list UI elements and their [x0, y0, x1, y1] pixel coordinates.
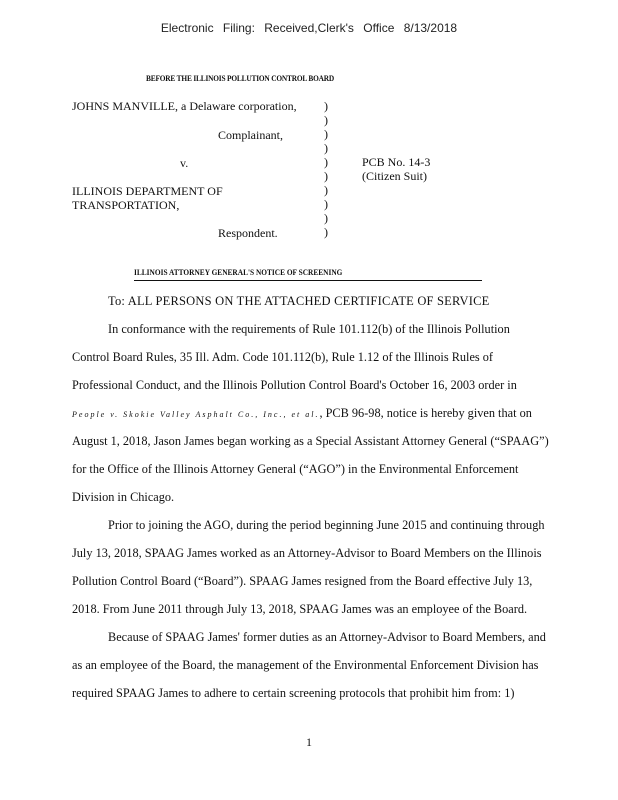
caption-paren: ) — [324, 113, 328, 127]
caption-paren: ) — [324, 211, 328, 225]
case-number: PCB No. 14-3 — [362, 155, 431, 169]
court-name: BEFORE THE ILLINOIS POLLUTION CONTROL BOARD — [146, 74, 335, 83]
caption-paren: ) — [324, 99, 328, 113]
body-line: July 13, 2018, SPAAG James worked as an Attorney-Advisor to Board Members on the Illinois — [72, 546, 542, 560]
body-line: as an employee of the Board, the management of the Environmental Enforcement Division has — [72, 658, 539, 672]
caption-paren: ) — [324, 183, 328, 197]
case-type: (Citizen Suit) — [362, 169, 427, 183]
body-line: for the Office of the Illinois Attorney General (“AGO”) in the Environmental Enforcement — [72, 462, 519, 476]
caption-paren: ) — [324, 169, 328, 183]
caption-paren: ) — [324, 127, 328, 141]
title-underline — [134, 280, 482, 281]
body-line-rest: , PCB 96-98, notice is hereby given that on — [319, 406, 532, 420]
complainant-role: Complainant, — [218, 128, 283, 142]
caption-paren: ) — [324, 197, 328, 211]
body-line: Prior to joining the AGO, during the period beginning June 2015 and continuing through — [108, 518, 545, 532]
complainant-name: JOHNS MANVILLE, a Delaware corporation, — [72, 99, 297, 113]
respondent-name-line2: TRANSPORTATION, — [72, 198, 180, 212]
caption-paren: ) — [324, 225, 328, 239]
respondent-role: Respondent. — [218, 226, 278, 240]
caption-paren: ) — [324, 141, 328, 155]
body-line: Professional Conduct, and the Illinois Pollution Control Board's October 16, 2003 order in — [72, 378, 517, 392]
respondent-name-line1: ILLINOIS DEPARTMENT OF — [72, 184, 223, 198]
body-line: Control Board Rules, 35 Ill. Adm. Code 101.112(b), Rule 1.12 of the Illinois Rules of — [72, 350, 494, 364]
notice-title: ILLINOIS ATTORNEY GENERAL'S NOTICE OF SCREENING — [134, 268, 343, 277]
versus-label: v. — [180, 156, 189, 170]
case-citation: People v. Skokie Valley Asphalt Co., Inc., et al. — [72, 410, 320, 419]
body-line-case — [72, 406, 532, 421]
to-line: To: ALL PERSONS ON THE ATTACHED CERTIFICATE OF SERVICE — [108, 294, 490, 308]
caption-paren: ) — [324, 155, 328, 169]
body-line: required SPAAG James to adhere to certain screening protocols that prohibit him from: 1) — [72, 686, 515, 700]
body-line: 2018. From June 2011 through July 13, 2018, SPAAG James was an employee of the Board. — [72, 602, 528, 616]
body-line: August 1, 2018, Jason James began working as a Special Assistant Attorney General (“SPAAG”) — [72, 434, 549, 448]
body-line: Pollution Control Board (“Board”). SPAAG James resigned from the Board effective July 13, — [72, 574, 533, 588]
page-number: 1 — [306, 735, 312, 749]
body-line: Division in Chicago. — [72, 490, 175, 504]
body-line: In conformance with the requirements of Rule 101.112(b) of the Illinois Pollution — [108, 322, 510, 336]
filing-stamp-header: Electronic Filing: Received,Clerk's Office 8/13/2018 — [160, 21, 458, 35]
body-line: Because of SPAAG James' former duties as an Attorney-Advisor to Board Members, and — [108, 630, 546, 644]
